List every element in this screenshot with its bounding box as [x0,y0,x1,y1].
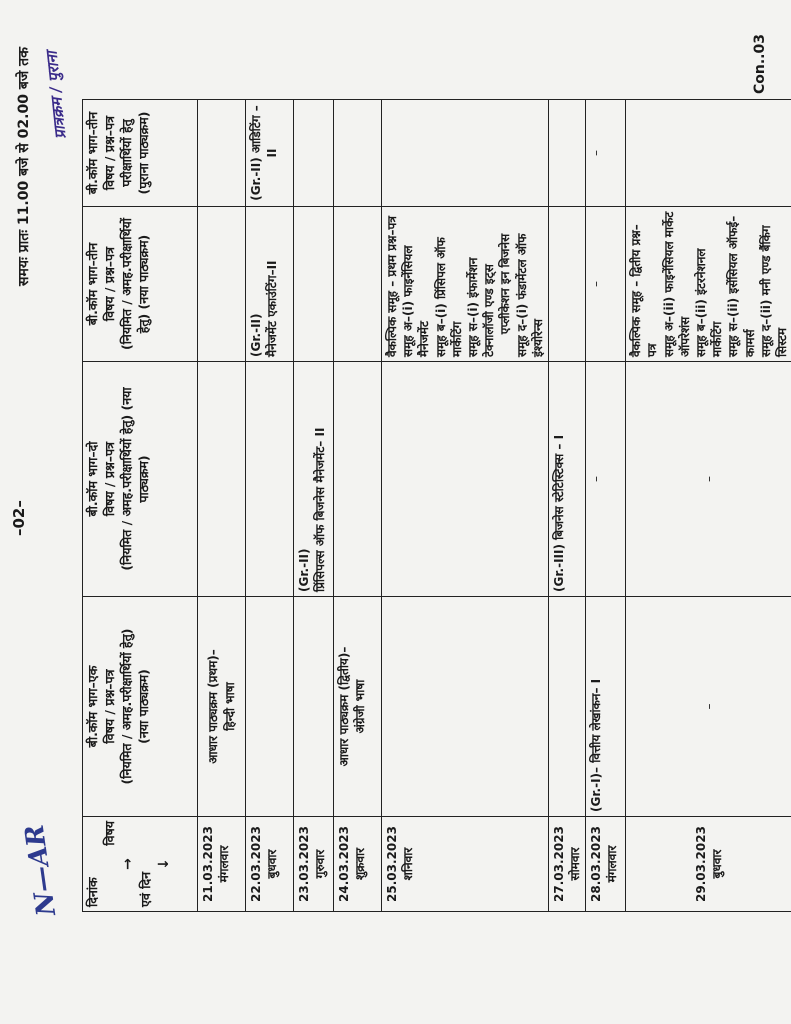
page-number: –02– [10,500,28,536]
exam-timing: समयः प्रातः 11.00 बजे से 02.00 बजे तक [16,47,32,286]
table-row: 24.03.2023 शुक्रवार आधार पाठ्यक्रम (द्वितीय)– अंग्रेजी भाषा [334,100,382,912]
header-subject-label: विषय [101,821,117,846]
header-day-label: एवं दिन [137,871,153,907]
table-row: 21.03.2023 मंगलवार आधार पाठ्यक्रम (प्रथम)– हिन्दी भाषा [198,100,246,912]
exam-schedule-table [82,99,791,912]
header-bcom-part-two: बी.कॉम भाग–दो विषय / प्रश्न–पत्र (नियमित / अमह.परीक्षार्थियों हेतु) (नया पाठ्यक्रम) [83,362,198,597]
arrow-down-icon: ↓ [155,858,172,870]
header-bcom-part-three-old: बी.कॉम भाग–तीन विषय / प्रश्न–पत्र परीक्षार्थियों हेतु (पुराना पाठ्यक्रम) [83,100,198,207]
header-bcom-part-one: बी.कॉम भाग–एक विषय / प्रश्न–पत्र (नियमित / अमह.परीक्षार्थियों हेतु) (नया पाठ्यक्रम) [83,597,198,817]
header-bcom-part-three-new: बी.कॉम भाग–तीन विषय / प्रश्न–पत्र (नियमित / अमह.परीक्षार्थियों हेतु) (नया पाठ्यक्रम) [83,207,198,362]
table-header-row [83,100,198,912]
table-row: 29.03.2023 बुधवार – – वैकल्पिक समूह – द्वितीय प्रश्न–पत्र समूह अ–(ii) फाइनेंसियल मार्केट ऑपरेशंस समूह ब–(ii) इंटरनेशनल मार्केटिंग समूह स–(ii) इसेंसियल ऑफई–कामर्स समूह द–(ii) मनी एण्ड बैंकिंग सिस्टम [626,100,791,912]
header-date-day [83,817,198,912]
header-date-label: दिनांक [85,877,100,907]
table-row: 27.03.2023 सोमवार (Gr.-III) बिजनेस स्टेटिस्टिक्स – I [548,100,585,912]
continuation-label: Con..03 [752,34,768,94]
signature: N—AR [19,822,63,918]
table-row: 23.03.2023 गुरुवार (Gr.-II) प्रिंसिपल्स ऑफ बिजनेस मैनेजमेंट– II [294,100,334,912]
table-row: 22.03.2023 बुधवार (Gr.-II) मैनेजमेंट एकाउंटिंग–II (Gr.-II) आडिटिंग –II [246,100,294,912]
arrow-right-icon: → [119,858,136,870]
table-row: 28.03.2023 मंगलवार (Gr.-I)– वित्तीय लेखांकन– I – – – [586,100,626,912]
handwritten-note: प्रात्रक्रम / पुराना [42,50,70,140]
table-row: 25.03.2023 शनिवार वैकल्पिक समूह – प्रथम प्रश्न–पत्र समूह अ–(i) फाइनेंसियल मैनेजमेंट समूह ब–(i) प्रिंसिपल ऑफ मार्केटिंग समूह स–(i) इंफार्मेशन टेक्नालॉजी एण्ड इट्स एप्लीकेशन इन बिजनेस समूह द–(i) फंडामेंटल ऑफ इंश्योरेन्स [382,100,549,912]
